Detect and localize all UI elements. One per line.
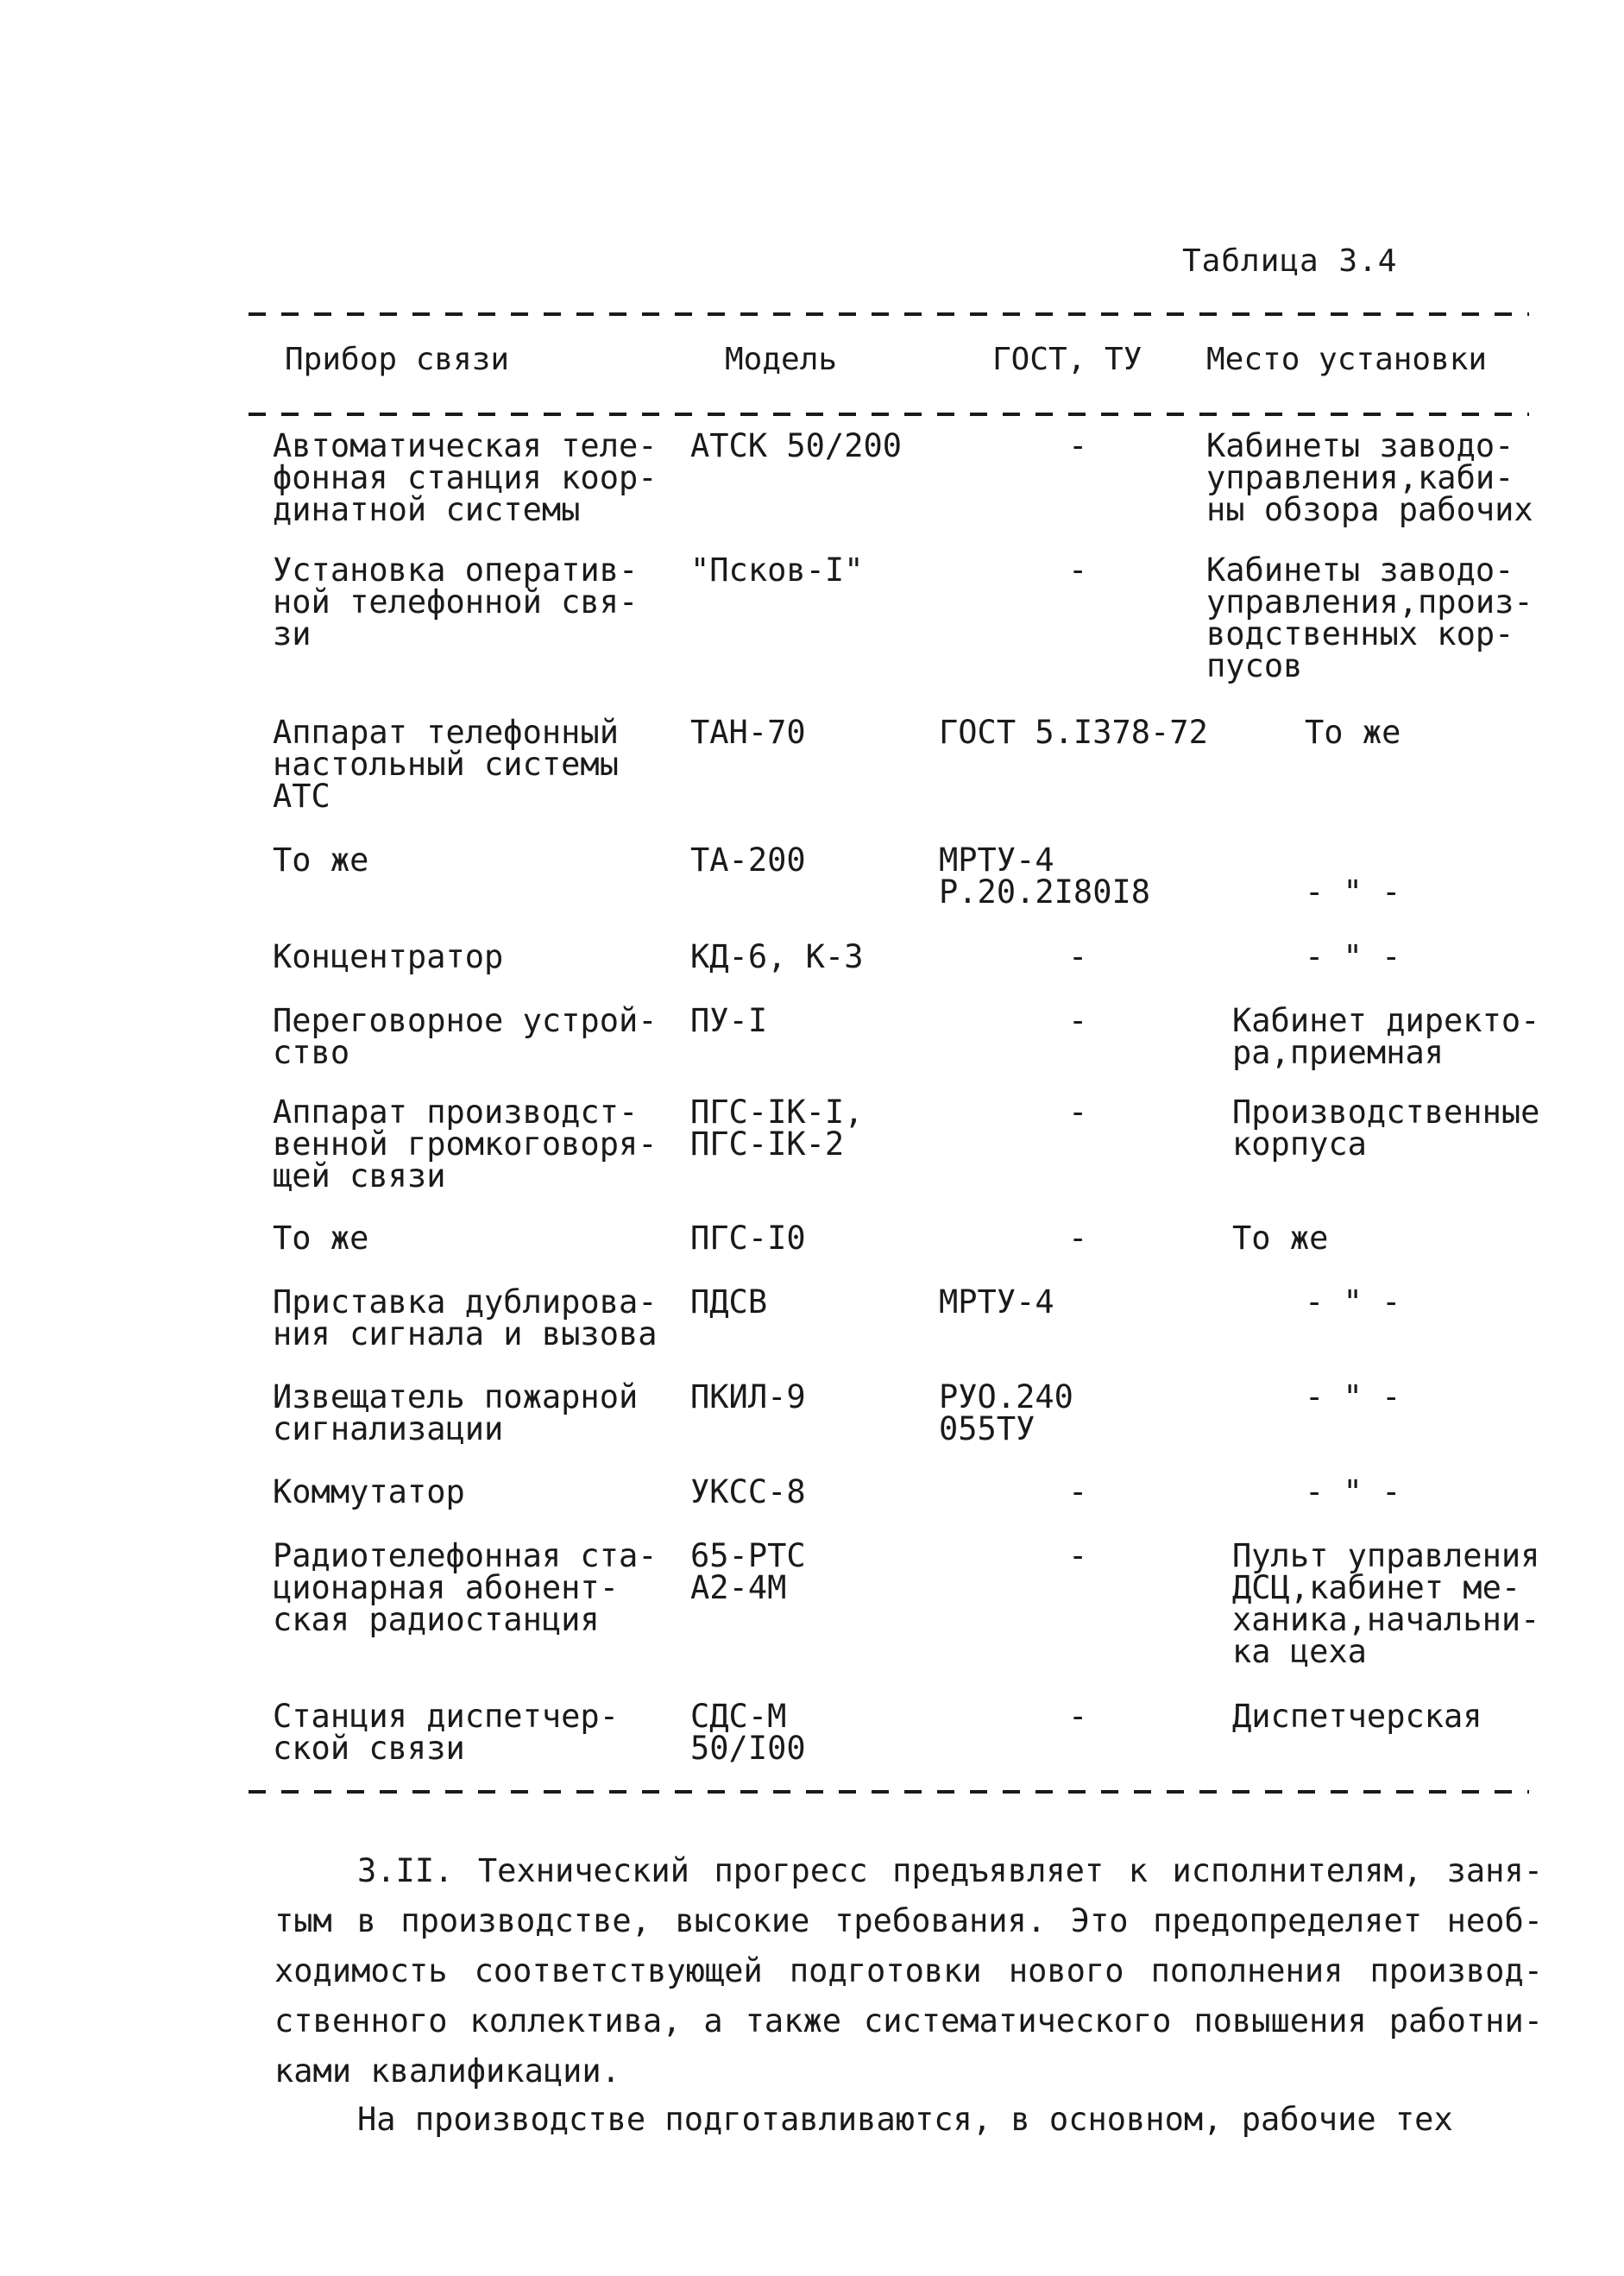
cell-device: То же bbox=[273, 1220, 369, 1257]
cell-model: ПУ-I bbox=[690, 1002, 768, 1039]
header-device: Прибор связи bbox=[285, 342, 510, 377]
cell-device: Аппарат телефонный настольный системы АТС bbox=[273, 714, 619, 815]
cell-device: Установка оператив- ной телефонной свя- зи bbox=[273, 552, 639, 653]
cell-standard: - bbox=[1068, 1473, 1088, 1510]
cell-model: ТА-200 bbox=[690, 842, 806, 879]
cell-standard: МРТУ-4 bbox=[939, 1283, 1054, 1321]
cell-standard: - bbox=[1068, 1698, 1088, 1735]
cell-model: ТАН-70 bbox=[690, 714, 806, 751]
header-location: Место установки bbox=[1206, 342, 1488, 377]
cell-model: ПГС-IК-I, ПГС-IК-2 bbox=[690, 1094, 864, 1163]
cell-device: Переговорное устрой- ство bbox=[273, 1002, 658, 1071]
cell-location: То же bbox=[1232, 1220, 1329, 1257]
cell-location: - " - bbox=[1305, 1473, 1401, 1510]
cell-model: ПГС-I0 bbox=[690, 1220, 806, 1257]
header-standard: ГОСТ, ТУ bbox=[992, 342, 1142, 377]
table-caption: Таблица 3.4 bbox=[1182, 243, 1398, 279]
cell-standard: - bbox=[1068, 427, 1088, 464]
cell-location: - " - bbox=[1305, 873, 1401, 911]
cell-device: Автоматическая теле- фонная станция коор- динатной системы bbox=[273, 427, 658, 528]
cell-model: УКСС-8 bbox=[690, 1473, 806, 1510]
cell-device: Станция диспетчер- ской связи bbox=[273, 1698, 619, 1767]
cell-location: Кабинеты заводо- управления,произ- водственных кор- пусов bbox=[1206, 552, 1533, 684]
cell-location: Пульт управления ДСЦ,кабинет ме- ханика,начальни- ка цеха bbox=[1232, 1537, 1540, 1670]
cell-location: - " - bbox=[1305, 938, 1401, 975]
body-paragraph-continued: На производстве подготавливаются, в основном, рабочие тех bbox=[357, 2101, 1453, 2138]
cell-standard: - bbox=[1068, 552, 1088, 589]
cell-model: АТСК 50/200 bbox=[690, 427, 903, 464]
cell-standard: - bbox=[1068, 1002, 1088, 1039]
cell-standard: - bbox=[1068, 1220, 1088, 1257]
cell-model: КД-6, К-3 bbox=[690, 938, 864, 975]
cell-standard: - bbox=[1068, 1537, 1088, 1574]
cell-standard: - bbox=[1068, 1094, 1088, 1131]
cell-standard: МРТУ-4 Р.20.2I80I8 bbox=[939, 842, 1151, 911]
cell-model: 65-РТС А2-4М bbox=[690, 1537, 806, 1606]
cell-model: ПКИЛ-9 bbox=[690, 1378, 806, 1415]
body-paragraph-3-11: 3.II. Технический прогресс предъявляет к исполнителям, заня-тым в производстве, высокие требования. Это предопределяет необ-ходимость соответствующей подготовки нового пополнения производ-ственного коллектива, а также систематического повышения работни-ками квалификации. bbox=[274, 1852, 1543, 2090]
table-rule-bottom bbox=[249, 1790, 1529, 1794]
cell-standard: ГОСТ 5.I378-72 bbox=[939, 714, 1208, 751]
cell-location: Кабинеты заводо- управления,каби- ны обзора рабочих bbox=[1206, 427, 1533, 528]
table-rule-top bbox=[249, 312, 1529, 316]
cell-device: Аппарат производст- венной громкоговоря- щей связи bbox=[273, 1094, 658, 1195]
cell-location: Диспетчерская bbox=[1232, 1698, 1482, 1735]
cell-model: СДС-М 50/I00 bbox=[690, 1698, 806, 1767]
cell-location: - " - bbox=[1305, 1378, 1401, 1415]
cell-device: Коммутатор bbox=[273, 1473, 465, 1510]
cell-device: Приставка дублирова- ния сигнала и вызова bbox=[273, 1283, 658, 1352]
cell-device: Извещатель пожарной сигнализации bbox=[273, 1378, 639, 1447]
table-rule-header bbox=[249, 413, 1529, 416]
cell-location: - " - bbox=[1305, 1283, 1401, 1321]
cell-standard: РУО.240 055ТУ bbox=[939, 1378, 1073, 1447]
cell-device: Радиотелефонная ста- ционарная абонент- ская радиостанция bbox=[273, 1537, 658, 1638]
cell-model: ПДСВ bbox=[690, 1283, 768, 1321]
cell-location: То же bbox=[1305, 714, 1401, 751]
cell-standard: - bbox=[1068, 938, 1088, 975]
cell-location: Кабинет директо- ра,приемная bbox=[1232, 1002, 1540, 1071]
cell-device: То же bbox=[273, 842, 369, 879]
cell-location: Производственные корпуса bbox=[1232, 1094, 1540, 1163]
header-model: Модель bbox=[725, 342, 838, 377]
cell-device: Концентратор bbox=[273, 938, 504, 975]
cell-model: "Псков-I" bbox=[690, 552, 864, 589]
